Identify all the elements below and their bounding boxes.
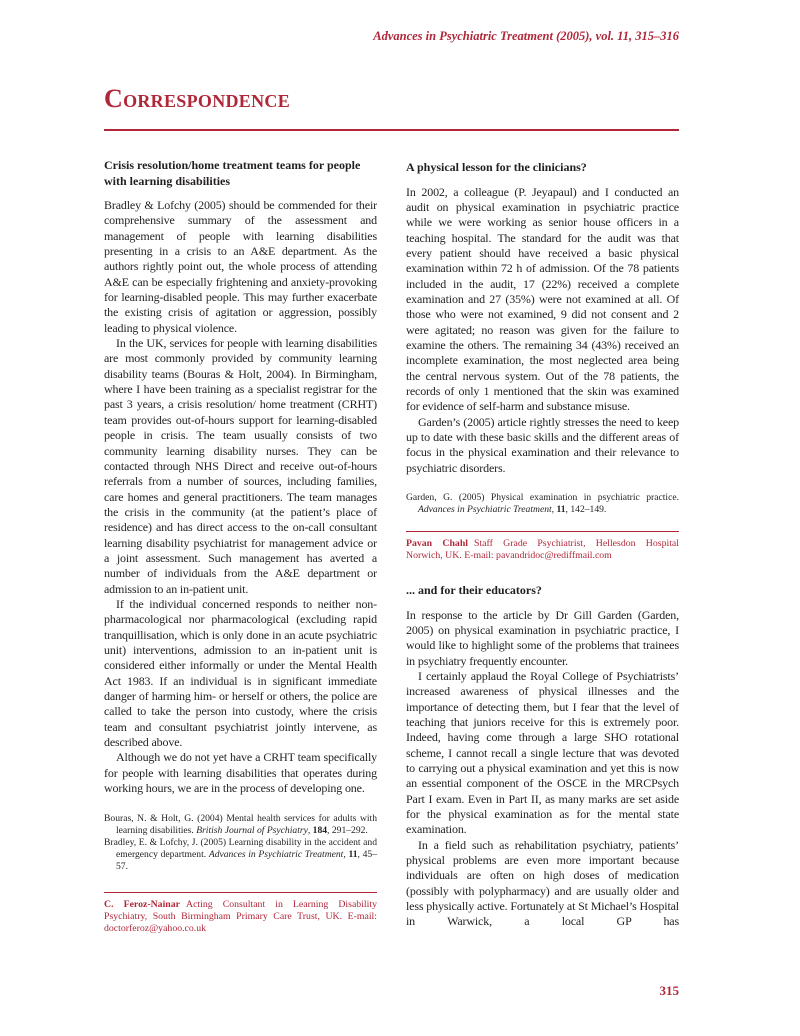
journal-citation: Advances in Psychiatric Treatment (2005), vol. 11, 315–316 [373, 29, 679, 43]
references [406, 492, 679, 516]
letter-heading: A physical lesson for the clinicians? [406, 160, 587, 174]
paragraph: Garden’s (2005) article rightly stresses the need to keep up to date with these basic skills and the different areas of focus in the physical examination and their relevance to psychiatric disorders. [406, 414, 679, 475]
author-name: Pavan Chahl [406, 538, 468, 549]
author-block [104, 892, 377, 935]
paragraph: In the UK, services for people with learning disabilities are most commonly provided by community learning disability teams (Bouras & Holt, 2004). In Birmingham, where I have been training as a specialist registrar for the past 3 years, a crisis resolution/ home treatment (CRHT) team provides out-of-hours support for learning-disabled people in crisis. The team usually consists of two community learning disability nurses. They can be contacted through NHS Direct and receive out-of-hours referrals from a number of sources, including families, care homes and general practitioners. The team manages the crisis in the community (at the patient’s place of residence) and has direct access to the on-call consultant learning disability psychiatrist for management advice or a joint assessment. Such management has averted a number of individuals from the A&E department or admission to an in-patient unit. [104, 336, 377, 596]
author-details: Acting Consultant in Learning Disability Psychiatry, South Birmingham Primary Care Trust, UK. E-mail: doctorferoz@yahoo.co.uk [104, 899, 377, 934]
author-block [406, 531, 679, 562]
title-rule [104, 129, 679, 131]
paragraph: If the individual concerned responds to neither non-pharmacological nor pharmacological (excluding rapid tranquillisation, which is only done in an acute psychiatric unit) interventions, admission to an in-patient unit is considered either informally or under the Mental Health Act 1983. If an individual is in significant immediate danger of harming him- or herself or others, the police are called to take the person into custody, where the crisis team and consultant psychiatrist jointly intervene, as described above. [104, 596, 377, 750]
paragraph: In a field such as rehabilitation psychiatry, patients’ physical problems are even more important because individuals are often on high doses of medication (possibly with polypharmacy) and are usually older and less physically active. Fortunately at St Michael’s Hospital in Warwick, a local GP has [406, 837, 679, 929]
page-number: 315 [659, 983, 679, 998]
paragraph: I certainly applaud the Royal College of Psychiatrists’ increased awareness of physical illnesses and the importance of detecting them, but I fear that the level of teaching that juniors receive for this is extremely poor. Indeed, having come through a large SHO rotational scheme, I cannot recall a single lecture that was devoted to carrying out a physical examination and yet this is now an essential component of the OSCE in the MRCPsych Part I exam. Even in Part II, as many marks are set aside for the physical examination as for the mental state examination. [406, 668, 679, 837]
letter-educators [406, 583, 679, 930]
paragraph: Bradley & Lofchy (2005) should be commended for their comprehensive summary of the assessment and management of people with learning disabilities presenting in a crisis to an A&E department. As the authors rightly point out, the whole process of attending A&E can be especially frightening and anxiety-provoking for learning-disabled people. This may further exacerbate the existing crisis of agitation or aggression, possibly leading to physical violence. [104, 198, 377, 335]
letter-physical-lesson [406, 160, 679, 476]
letter-heading: Crisis resolution/home treatment teams for people with learning disabilities [104, 158, 361, 188]
reference: Bouras, N. & Holt, G. (2004) Mental health services for adults with learning disabilities. British Journal of Psychiatry, 184, 291–292. [104, 813, 377, 836]
author-details: Staff Grade Psychiatrist, Hellesdon Hospital Norwich, UK. E-mail: pavandridoc@rediffmail.com [406, 538, 679, 561]
paragraph: In 2002, a colleague (P. Jeyapaul) and I conducted an audit on physical examination in psychiatric practice while we were working as senior house officers in a teaching hospital. The standard for the audit was that every patient should have received a basic physical examination within 72 h of admission. Of the 78 patients included in the audit, 17 (22%) received a complete examination and 27 (35%) were not examined at all. Of those who were not examined, 9 did not consent and 2 were agitated; no reason was given for the failure to examine the others. The remaining 34 (43%) received an incomplete examination, the most neglected area being the central nervous system. Out of the 78 patients, the records of only 1 mentioned that the skin was examined for evidence of self-harm and substance misuse. [406, 184, 679, 414]
reference: Garden, G. (2005) Physical examination in psychiatric practice. Advances in Psychiatric Treatment, 11, 142–149. [406, 492, 679, 515]
paragraph: In response to the article by Dr Gill Garden (Garden, 2005) on physical examination in psychiatric practice, I would like to highlight some of the problems that trainees in psychiatry frequently encounter. [406, 607, 679, 668]
references [104, 813, 377, 873]
letter-crisis-resolution [104, 158, 377, 796]
paragraph: Although we do not yet have a CRHT team specifically for people with learning disabilities that operates during working hours, we are in the process of developing one. [104, 750, 377, 796]
letter-heading: ... and for their educators? [406, 583, 542, 597]
author-name: C. Feroz-Nainar [104, 899, 180, 910]
section-title: Correspondence [104, 84, 290, 113]
reference: Bradley, E. & Lofchy, J. (2005) Learning disability in the accident and emergency department. Advances in Psychiatric Treatment, 11, 45–57. [104, 837, 378, 872]
